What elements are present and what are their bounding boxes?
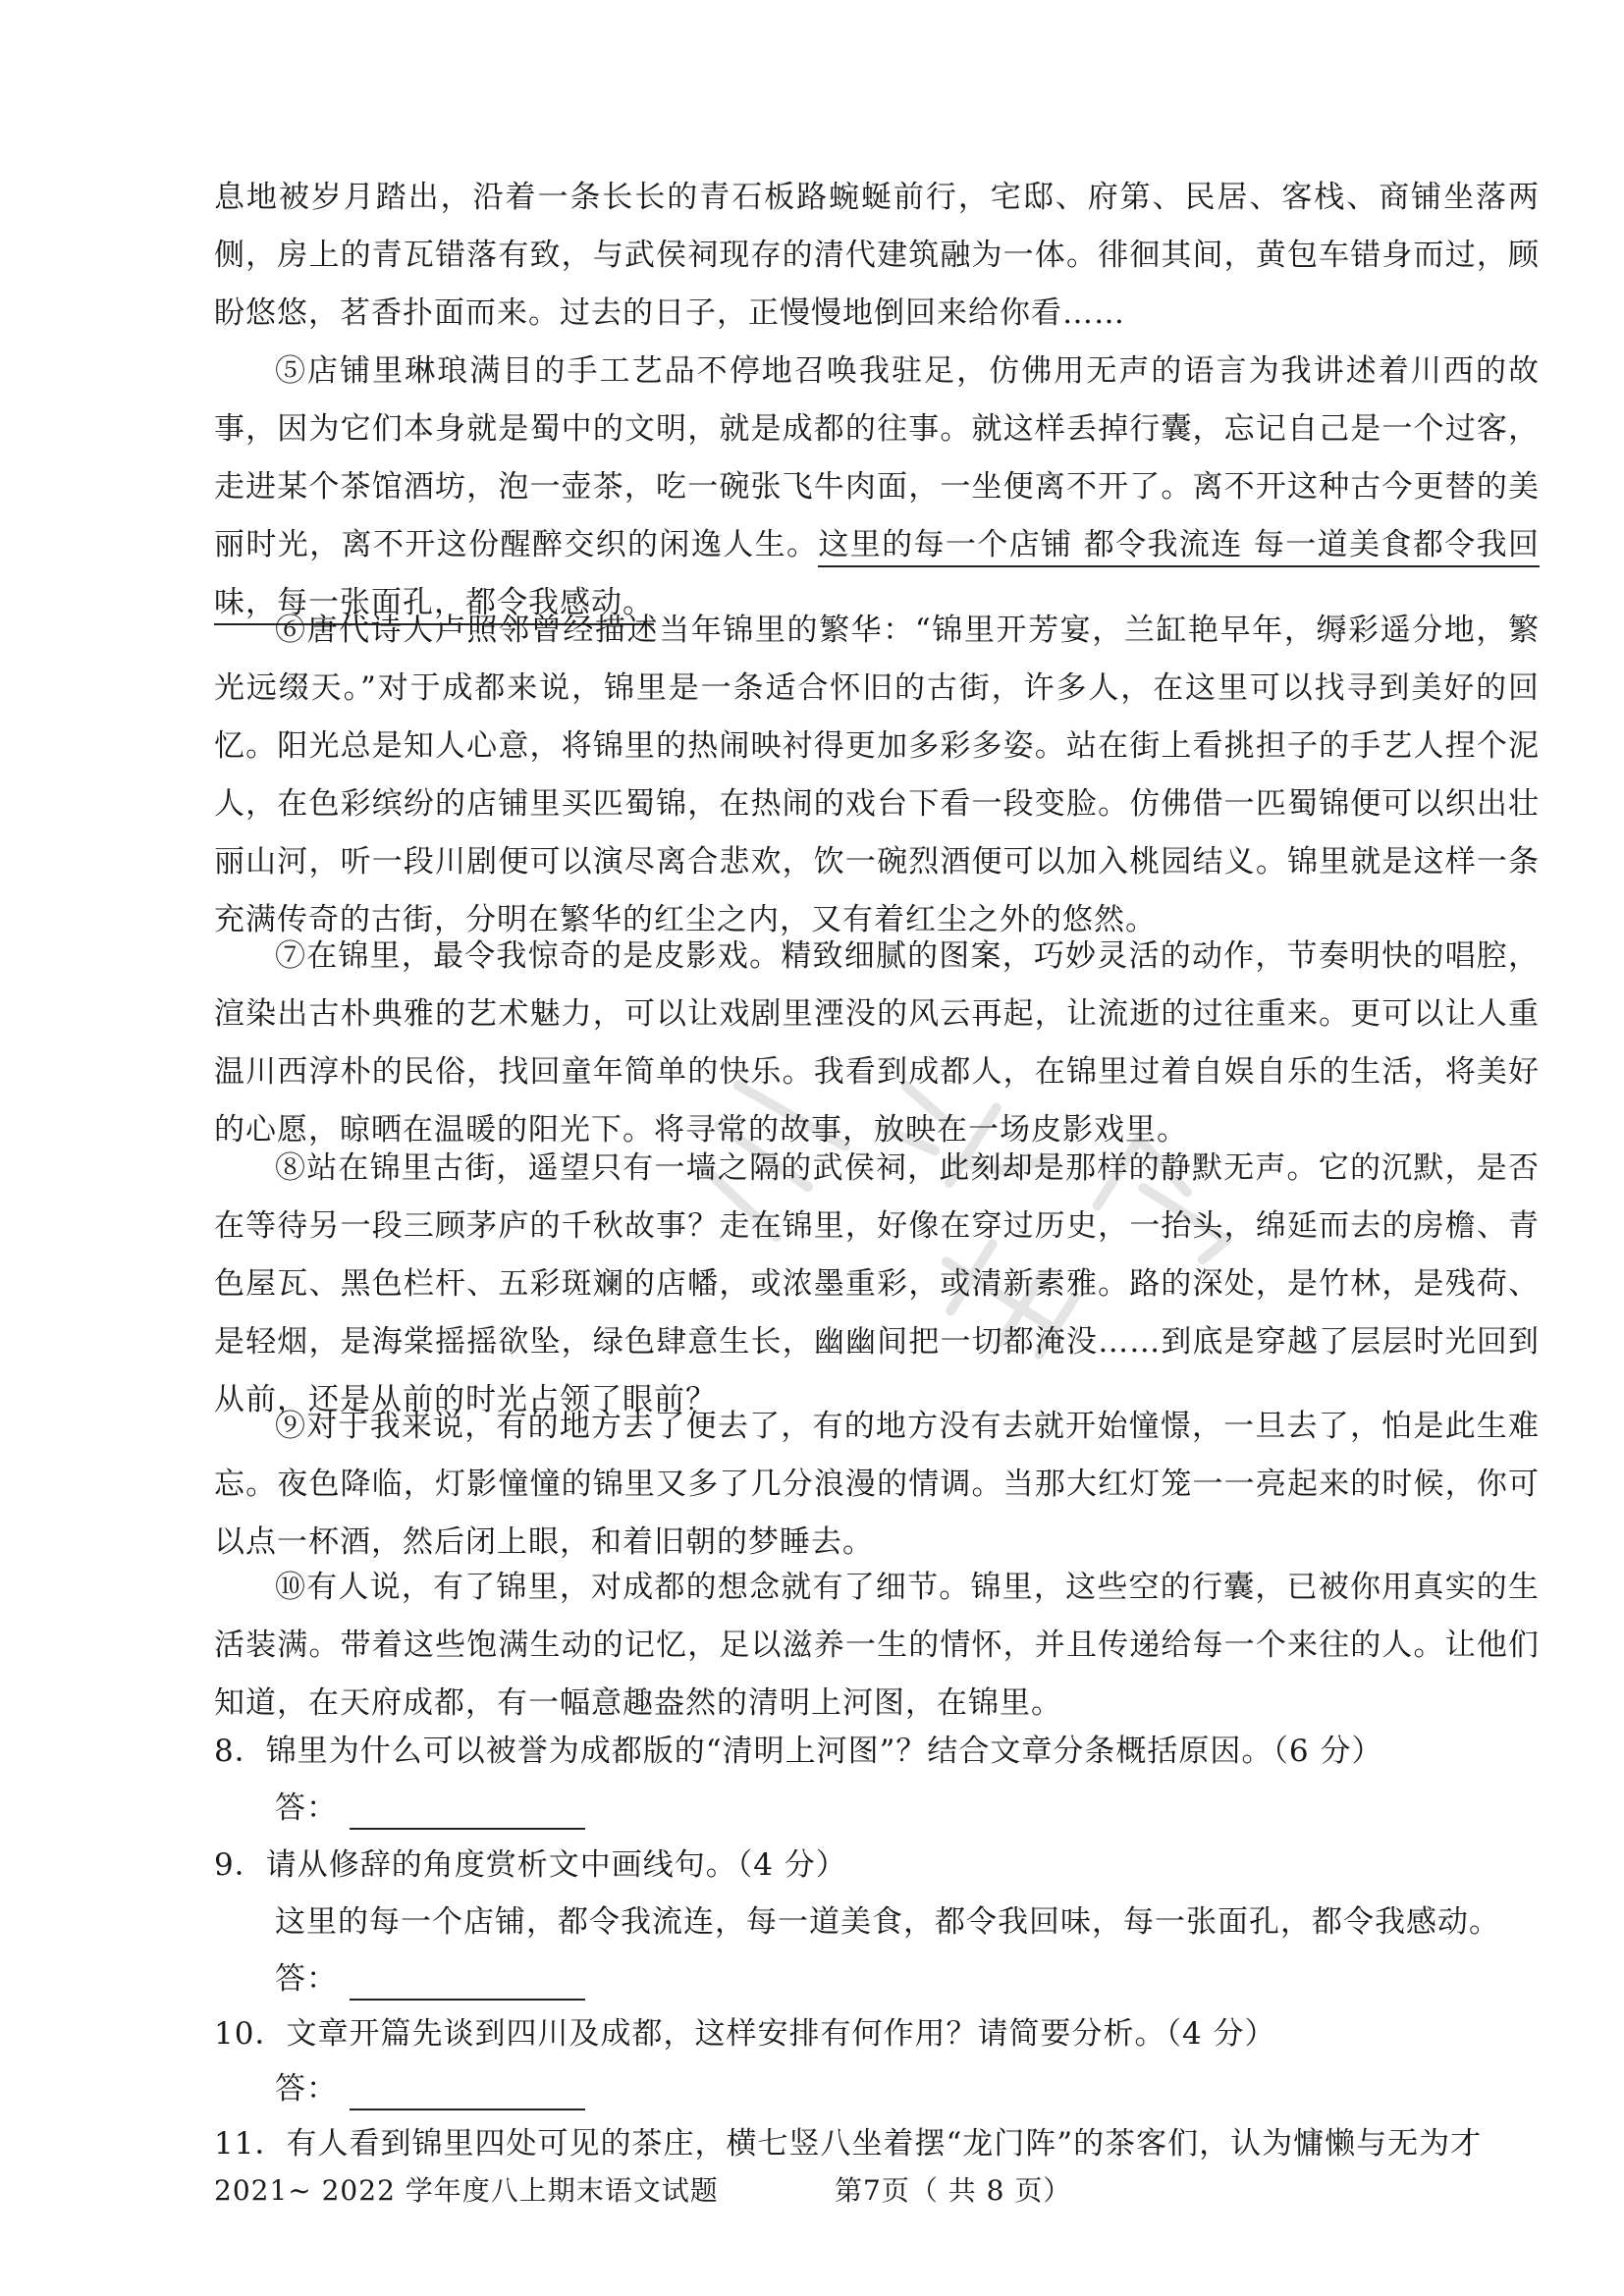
underlined-sentence: 这里的每一个店铺 都令我流连 每一道美食都令我回味，每一张面孔，都令我感动。: [214, 527, 1540, 625]
question-9: 9．请从修辞的角度赏析文中画线句。（4 分）: [214, 1847, 847, 1883]
paragraph-6-text: ⑥唐代诗人卢照邻曾经描述当年锦里的繁华：“锦里开芳宴，兰缸艳早年，缛彩遥分地，繁光远缀天。”对于成都来说，锦里是一条适合怀旧的古街，许多人，在这里可以找寻到美好的回忆。阳光总是知人心意，将锦里的热闹映衬得更加多彩多姿。站在街上看挑担子的手艺人捏个泥人，在色彩缤纷的店铺里买匹蜀锦，在热闹的戏台下看一段变脸。仿佛借一匹蜀锦便可以织出壮丽山河，听一段川剧便可以演尽离合悲欢，饮一碗烈酒便可以加入桃园结义。锦里就是这样一条充满传奇的古街，分明在繁华的红尘之内，又有着红尘之外的悠然。: [214, 613, 1540, 937]
answer-label: 答：: [275, 2071, 338, 2107]
paragraph-5-text: ⑤店铺里琳琅满目的手工艺品不停地召唤我驻足，仿佛用无声的语言为我讲述着川西的故事，因为它们本身就是蜀中的文明，就是成都的往事。就这样丢掉行囊，忘记自己是一个过客，走进某个茶馆酒坊，泡一壶茶，吃一碗张飞牛肉面，一坐便离不开了。离不开这种古今更替的美丽时光，离不开这份醒醉交织的闲逸人生。: [214, 353, 1540, 562]
paragraph-4-text: 息地被岁月踏出，沿着一条长长的青石板路蜿蜒前行，宅邸、府第、民居、客栈、商铺坐落两侧，房上的青瓦错落有致，与武侯祠现存的清代建筑融为一体。徘徊其间，黄包车错身而过，顾盼悠悠，茗香扑面而来。过去的日子，正慢慢地倒回来给你看……: [214, 180, 1540, 331]
question-10-answer[interactable]: [275, 2067, 585, 2110]
answer-blank[interactable]: [350, 2079, 585, 2110]
question-10: 10．文章开篇先谈到四川及成都，这样安排有何作用？请简要分析。（4 分）: [214, 2016, 1276, 2052]
paragraph-5: [214, 343, 1540, 632]
paragraph-10-text: ⑩有人说，有了锦里，对成都的想念就有了细节。锦里，这些空的行囊，已被你用真实的生活装满。带着这些饱满生动的记忆，足以滋养一生的情怀，并且传递给每一个来往的人。让他们知道，在天府成都，有一幅意趣盎然的清明上河图，在锦里。: [214, 1570, 1540, 1721]
paragraph-9-text: ⑨对于我来说，有的地方去了便去了，有的地方没有去就开始憧憬，一旦去了，怕是此生难忘。夜色降临，灯影憧憧的锦里又多了几分浪漫的情调。当那大红灯笼一一亮起来的时候，你可以点一杯酒，然后闭上眼，和着旧朝的梦睡去。: [214, 1409, 1540, 1560]
paragraph-8: [214, 1140, 1540, 1429]
paragraph-10: [214, 1559, 1540, 1733]
question-11: 11．有人看到锦里四处可见的茶庄，横七竖八坐着摆“龙门阵”的茶客们，认为慵懒与无为才: [214, 2126, 1483, 2162]
paragraph-4-continued: [214, 169, 1540, 343]
answer-label: 答：: [275, 1961, 338, 1997]
answer-blank[interactable]: [350, 1798, 585, 1830]
question-9-answer[interactable]: [275, 1957, 585, 2001]
paragraph-8-text: ⑧站在锦里古街，遥望只有一墙之隔的武侯祠，此刻却是那样的静默无声。它的沉默，是否在等待另一段三顾茅庐的千秋故事？走在锦里，好像在穿过历史，一抬头，绵延而去的房檐、青色屋瓦、黑色栏杆、五彩斑斓的店幡，或浓墨重彩，或清新素雅。路的深处，是竹林，是残荷、是轻烟，是海棠摇摇欲坠，绿色肆意生长，幽幽间把一切都淹没……到底是穿越了层层时光回到从前，还是从前的时光占领了眼前？: [214, 1150, 1540, 1417]
answer-label: 答：: [275, 1790, 338, 1826]
answer-blank[interactable]: [350, 1969, 585, 2001]
footer-exam-title: 2021~ 2022 学年度八上期末语文试题: [214, 2174, 719, 2207]
question-8: 8．锦里为什么可以被誉为成都版的“清明上河图”？结合文章分条概括原因。（6 分）: [214, 1734, 1383, 1769]
paragraph-7: [214, 928, 1540, 1159]
paragraph-6: [214, 602, 1540, 949]
paragraph-7-text: ⑦在锦里，最令我惊奇的是皮影戏。精致细腻的图案，巧妙灵活的动作，节奏明快的唱腔，渲染出古朴典雅的艺术魅力，可以让戏剧里湮没的风云再起，让流逝的过往重来。更可以让人重温川西淳朴的民俗，找回童年简单的快乐。我看到成都人，在锦里过着自娱自乐的生活，将美好的心愿，晾晒在温暖的阳光下。将寻常的故事，放映在一场皮影戏里。: [214, 938, 1540, 1148]
question-9-quote: 这里的每一个店铺，都令我流连，每一道美食，都令我回味，每一张面孔，都令我感动。: [275, 1904, 1500, 1940]
paragraph-9: [214, 1398, 1540, 1572]
question-8-answer[interactable]: [275, 1787, 585, 1830]
footer-page-number: 第7页（ 共 8 页）: [835, 2174, 1072, 2207]
